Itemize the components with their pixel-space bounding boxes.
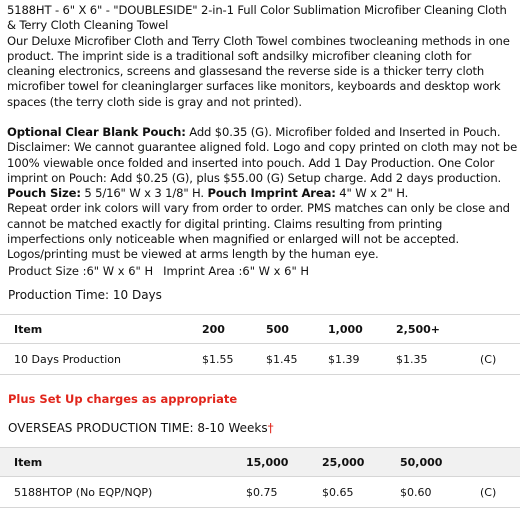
overseas-pricing-table [0, 447, 520, 508]
price-cell: $0.65 [322, 485, 354, 499]
price-cell: $1.45 [266, 352, 298, 366]
pouch-size-label: Pouch Size: [7, 186, 81, 201]
product-description-body: Our Deluxe Microfiber Cloth and Terry Cloth Towel combines twocleaning methods in one product. The imprint side is a traditional soft andsilky microfiber cleaning cloth for cleaning electronics, screens and glassesand the reverse side is a thicker terry cloth microfiber towel for cleaninglarger surfaces like monitors, keyboards and desktop work spaces (the terry cloth side is gray and not printed). [7, 33, 510, 109]
product-sizes [8, 264, 309, 278]
overseas-label: OVERSEAS PRODUCTION TIME: 8-10 Weeks [8, 421, 268, 435]
pricing-table-header [0, 315, 520, 344]
item-name: 5188HTOP (No EQP/NQP) [14, 485, 153, 499]
price-cell: $0.75 [246, 485, 278, 499]
price-cell: $1.39 [328, 352, 360, 366]
col-header-item: Item [14, 455, 43, 469]
col-header-qty: 15,000 [246, 455, 289, 469]
dagger-mark: † [267, 421, 274, 435]
col-header-code [480, 448, 520, 477]
pouch-option-text: Add $0.35 (G). Microfiber folded and Inserted in Pouch. Disclaimer: We cannot guarantee aligned fold. Logo and copy printed on cloth may not be 100% viewable once folded and inserted into pouch. Add 1 Day Production. One Color imprint on Pouch: Add $0.25 (G), plus $55.00 (G) Setup charge. Add 2 days production. [7, 125, 518, 185]
col-header-code [480, 315, 520, 344]
col-header-qty: 200 [202, 322, 225, 336]
col-header-qty: 25,000 [322, 455, 365, 469]
overseas-table-header [0, 448, 520, 477]
repeat-order-note: Repeat order ink colors will vary from order to order. PMS matches can only be close and cannot be matched exactly for digital printing. Claims resulting from printing imperfections only noticeable when magnified or enlarged will not be accepted. Logos/printing must be viewed at arms length by the human eye. [7, 201, 510, 262]
product-title: 5188HT - 6" X 6" - "DOUBLESIDE" 2-in-1 Full Color Sublimation Microfiber Cleaning Cloth & Terry Cloth Cleaning Towel [7, 3, 507, 33]
price-cell: $0.60 [400, 485, 432, 499]
product-size: Product Size :6" W x 6" H [8, 264, 154, 278]
price-code: (C) [480, 485, 497, 499]
price-cell: $1.35 [396, 352, 428, 366]
col-header-item: Item [14, 322, 43, 336]
col-header-qty: 500 [266, 322, 289, 336]
pouch-info [7, 125, 519, 263]
pouch-imprint-value: 4" W x 2" H. [335, 186, 409, 201]
imprint-area: Imprint Area :6" W x 6" H [163, 264, 310, 278]
pouch-option-label: Optional Clear Blank Pouch: [7, 125, 186, 139]
setup-charges-note: Plus Set Up charges as appropriate [8, 392, 238, 406]
pricing-table [0, 314, 520, 375]
overseas-production-time [8, 421, 274, 435]
production-time: Production Time: 10 Days [8, 288, 162, 302]
pouch-size-value: 5 5/16" W x 3 1/8" H. [80, 186, 208, 201]
item-name: 10 Days Production [14, 352, 121, 366]
table-row [0, 477, 520, 508]
col-header-qty: 2,500+ [396, 322, 441, 336]
table-row [0, 344, 520, 375]
col-header-qty: 1,000 [328, 322, 363, 336]
product-description [7, 3, 519, 110]
col-header-qty: 50,000 [400, 455, 443, 469]
price-cell: $1.55 [202, 352, 234, 366]
pouch-imprint-label: Pouch Imprint Area: [207, 186, 336, 201]
price-code: (C) [480, 352, 497, 366]
